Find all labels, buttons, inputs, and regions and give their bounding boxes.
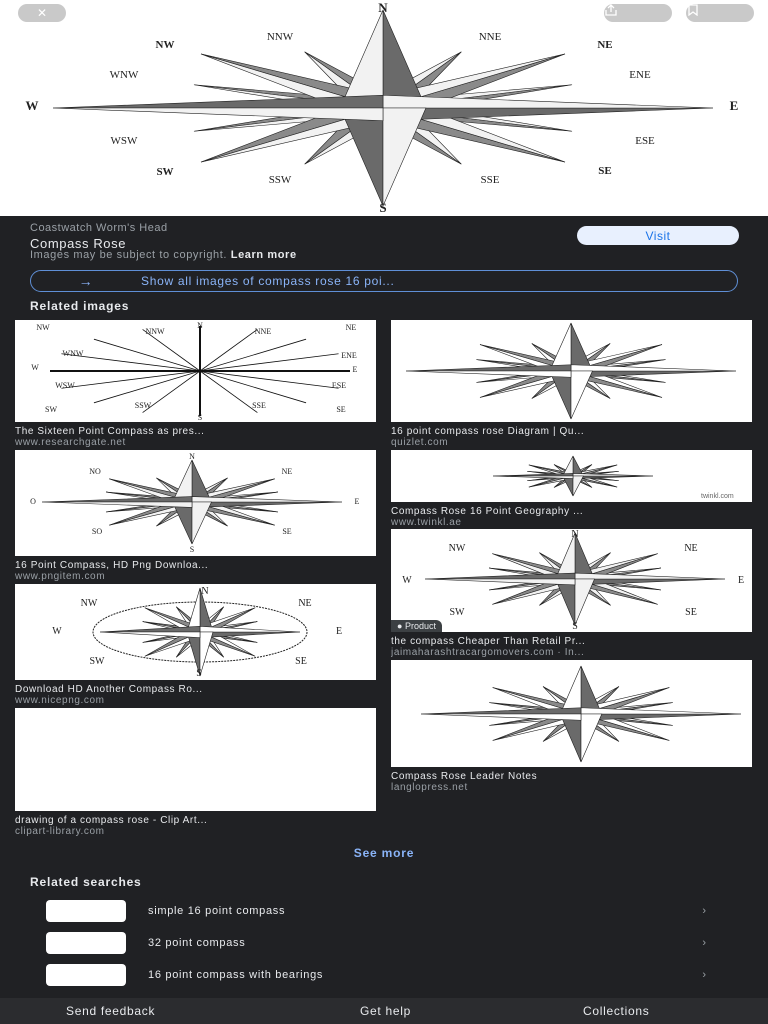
direction-label: ENE [629,69,651,81]
footer-bar [0,998,768,1024]
rose-point [200,626,300,632]
related-image-domain: www.nicepng.com [15,695,105,706]
rose-point [575,579,725,585]
rose-point [383,10,426,108]
rose-point [573,473,653,476]
compass-star [493,456,653,496]
rose-point [192,502,212,544]
product-badge [391,620,442,632]
compass-star [53,10,713,206]
share-icon [604,4,618,16]
rose-point [563,476,573,496]
thumb-label: W [31,363,39,372]
thumb-label: O [30,497,36,506]
rose-point [192,460,212,502]
thumb-label: NE [298,598,312,609]
bookmark-button[interactable] [686,4,754,22]
thumb-label: SSW [134,401,152,410]
thumb-label: S [189,545,195,554]
close-button[interactable] [18,4,66,22]
compass-star [42,460,342,544]
thumb-label: SE [336,405,346,414]
related-search-thumb [46,932,126,954]
rose-point [556,579,576,625]
rose-point [581,708,741,714]
direction-label: N [378,0,388,15]
related-image-domain: clipart-library.com [15,826,105,837]
thumb-label: WNW [62,349,84,358]
thumb-label: N [189,452,195,461]
rose-point [571,323,592,371]
related-image-thumb [15,584,376,680]
thumb-label: SSE [252,401,266,410]
related-search-thumb [46,900,126,922]
rose-point [421,714,581,720]
rose-point [493,473,573,476]
compass-rose-image [0,0,768,216]
related-image-thumb [391,450,752,502]
thumb-label: WSW [55,381,75,390]
rose-point [581,666,602,714]
related-searches-title: Related searches [30,875,142,889]
rose-point [573,476,653,479]
copyright-notice [30,249,297,261]
related-image-caption: Download HD Another Compass Ro... [15,684,203,695]
direction-label: SSE [480,174,500,186]
hero-image[interactable] [0,0,768,216]
related-image-caption: Compass Rose Leader Notes [391,771,538,782]
compass-line [94,371,200,403]
thumb-label: S [196,668,202,679]
related-image-thumb [15,320,376,422]
related-image-card[interactable] [15,708,376,837]
compass-star [425,533,725,625]
thumb-label: SE [295,656,307,667]
direction-label: WSW [110,135,138,147]
related-search-item[interactable] [46,899,706,923]
compass-line [200,339,306,371]
related-image-caption: The Sixteen Point Compass as pres... [15,426,205,437]
related-image-domain: langlopress.net [391,782,468,793]
direction-label: W [25,98,39,113]
thumb-label: N [201,586,209,597]
thumb-label: SW [45,405,57,414]
rose-point [573,476,583,496]
rose-point [192,497,342,502]
thumb-label: S [197,413,203,422]
rose-point [173,502,193,544]
thumb-label: E [335,626,343,637]
thumb-label: N [571,529,579,540]
direction-label: WNW [109,69,139,81]
thumb-label: NNE [254,327,272,336]
rose-point [200,632,213,676]
direction-label: NNE [478,31,502,43]
chevron-right-icon: › [702,937,706,949]
rose-point [187,588,200,632]
related-image-thumb [391,529,752,632]
related-image-thumb [15,450,376,556]
related-image-domain: www.pngitem.com [15,571,106,582]
thumb-label: SW [449,607,465,618]
rose-point [406,371,571,377]
compass-star [421,666,741,762]
related-image-thumb [15,708,376,811]
thumb-label: S [572,621,578,632]
thumb-label: SO [91,527,103,536]
related-search-thumb [46,964,126,986]
direction-label: SW [156,166,174,178]
related-search-item[interactable] [46,963,706,987]
related-image-card[interactable] [15,450,376,582]
direction-label: E [729,98,739,113]
related-image-card[interactable] [391,450,752,528]
chevron-right-icon: › [702,969,706,981]
rose-point [173,460,193,502]
thumb-label: ESE [331,381,347,390]
related-image-caption: Compass Rose 16 Point Geography ... [391,506,584,517]
share-button[interactable] [604,4,672,22]
rose-point [340,108,383,206]
close-icon: ✕ [36,6,48,20]
thumb-label: NO [89,467,101,476]
related-image-caption: the compass Cheaper Than Retail Pr... [391,636,586,647]
related-image-caption: drawing of a compass rose - Clip Art... [15,815,208,826]
product-badge-label: Product [404,621,436,631]
arrow-right-icon: → [78,273,94,289]
related-image-caption: 16 point compass rose Diagram | Qu... [391,426,585,437]
direction-label: SSW [268,174,292,186]
rose-point [53,95,383,108]
visit-button[interactable]: Visit [577,226,739,245]
thumb-label: E [737,575,745,586]
rose-point [573,456,583,476]
rose-point [571,371,592,419]
thumb-label: E [354,497,360,506]
rose-point [200,632,300,638]
copyright-text: Images may be subject to copyright. [30,249,228,261]
image-title: Compass Rose [30,236,127,251]
get-help-link[interactable]: Get help [360,1004,411,1018]
send-feedback-link[interactable]: Send feedback [66,1004,156,1018]
related-image-card[interactable] [391,320,752,448]
see-more-link[interactable]: See more [353,846,415,860]
rose-point [340,10,383,108]
watermark: twinkl.com [701,493,734,500]
collections-link[interactable]: Collections [583,1004,650,1018]
rose-point [575,573,725,579]
related-search-label: simple 16 point compass [148,905,286,917]
thumb-label: SE [685,607,697,618]
chevron-right-icon: › [702,905,706,917]
bookmark-icon [686,4,700,16]
thumb-label: W [52,626,62,637]
source-site[interactable]: Coastwatch Worm's Head [30,222,168,234]
compass-star [406,323,736,419]
direction-label: NE [597,39,613,51]
thumb-label: NNW [145,327,165,336]
rose-point [383,95,713,108]
rose-point [571,365,736,371]
rose-point [493,476,573,479]
direction-label: NW [155,39,175,51]
rose-point [425,573,575,579]
rose-point [192,502,342,507]
thumb-label: N [197,321,203,330]
thumb-label: E [352,365,358,374]
rose-point [42,502,192,507]
learn-more-link[interactable]: Learn more [230,249,297,261]
thumb-label: ENE [341,351,357,360]
related-image-thumb [391,660,752,767]
thumb-label: NW [80,598,98,609]
thumb-label: NW [448,543,466,554]
rose-point [42,497,192,502]
tag-icon: ● [397,621,405,631]
rose-point [383,108,426,206]
related-image-domain: www.researchgate.net [15,437,126,448]
related-image-card[interactable] [391,529,752,658]
thumb-label: SW [89,656,105,667]
rose-point [560,714,581,762]
related-search-label: 32 point compass [148,937,246,949]
rose-point [563,456,573,476]
thumb-label: SE [282,527,292,536]
compass-line [94,339,200,371]
related-image-card[interactable] [15,584,376,706]
related-image-domain: www.twinkl.ae [391,517,462,528]
thumb-label: NE [345,323,357,332]
thumb-label: NW [36,323,50,332]
related-images-title: Related images [30,299,130,313]
related-search-item[interactable] [46,931,706,955]
rose-point [550,371,571,419]
rose-point [406,365,571,371]
rose-point [550,323,571,371]
related-image-card[interactable] [391,660,752,793]
thumb-label: NE [684,543,698,554]
rose-point [421,708,581,714]
related-image-card[interactable] [15,320,376,448]
rose-point [100,632,200,638]
rose-point [425,579,575,585]
rose-point [100,626,200,632]
show-all-images-button[interactable] [30,270,738,292]
rose-point [383,108,713,121]
compass-star [100,588,300,676]
direction-label: ESE [635,135,655,147]
direction-label: SE [598,165,612,177]
thumb-label: NE [281,467,293,476]
related-image-caption: 16 Point Compass, HD Png Downloa... [15,560,209,571]
compass-lines [50,326,350,416]
thumb-label: W [402,575,412,586]
rose-point [581,714,602,762]
rose-point [560,666,581,714]
rose-point [575,579,595,625]
related-image-thumb [391,320,752,422]
rose-point [581,714,741,720]
related-image-domain: jaimaharashtracargomovers.com · In... [391,647,585,658]
compass-line [200,371,306,403]
rose-point [53,108,383,121]
related-search-label: 16 point compass with bearings [148,969,324,981]
direction-label: NNW [266,31,294,43]
show-all-label: Show all images of compass rose 16 poi... [141,274,395,288]
related-image-domain: quizlet.com [391,437,449,448]
direction-label: S [379,200,387,215]
rose-point [571,371,736,377]
